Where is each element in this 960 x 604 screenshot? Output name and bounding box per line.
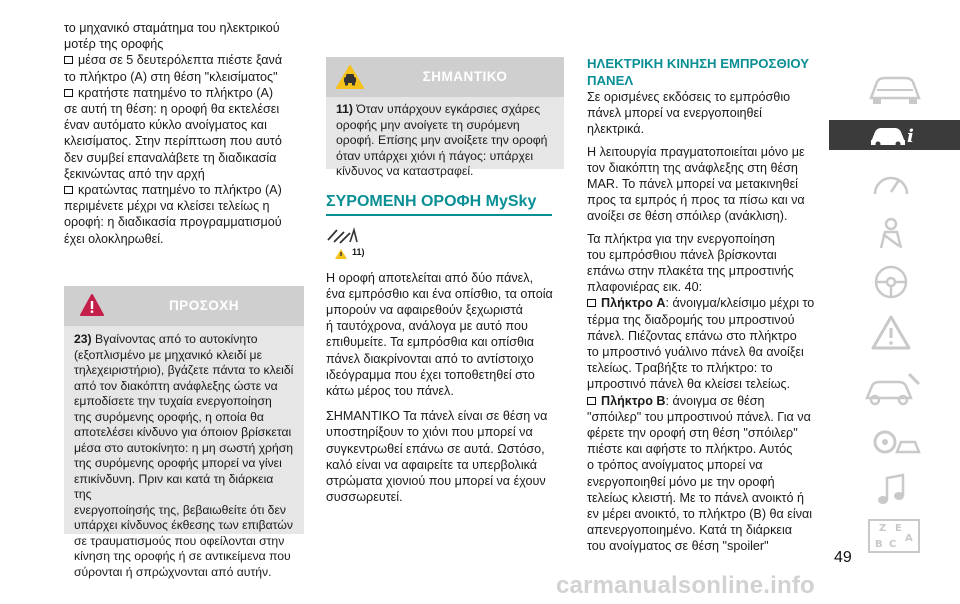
important-title: ΣΗΜΑΝΤΙΚΟ: [422, 69, 508, 84]
tab-maintenance[interactable]: [829, 366, 960, 412]
svg-text:E: E: [895, 523, 902, 534]
tab-knowing-your-car[interactable]: [829, 120, 960, 150]
mysky-para1: Η οροφή αποτελείται από δύο πάνελ,: [326, 270, 534, 285]
right-column: ΗΛΕΚΤΡΙΚΗ ΚΙΝΗΣΗ ΕΜΠΡΟΣΘΙΟΥ ΠΑΝΕΛ Σε ορισμένες εκδόσεις το εμπρόσθιο πάνελ μπορεί να ενεργοποιηθεί ηλεκτρικά. Η λειτουργία πραγματοποιείται μόνο με τον διακόπτη της ανάφλεξης στη θέση MAR. Το πάνελ μπορεί να μετακινηθεί προς τα εμπρός ή προς τα πίσω και να ανοίξει σε θέση σπόιλερ (ανάκλιση). Τα πλήκτρα για την ενεργοποίηση του εμπρόσθιου πάνελ βρίσκονται επάνω στην πλακέτα της μπροστινής πλαφονιέρας εικ. 40: Πλήκτρο A: άνοιγμα/κλείσιμο μέχρι το τέρμα της διαδρομής του μπροστινού πάνελ. Πιέζοντας επάνω στο πλήκτρο το μπροστινό γυάλινο πάνελ θα ανοίξει τελείως. Τραβήξτε το πλήκτρο: το μπροστινό πάνελ θα κλείσει τελείως. Πλήκτρο B: άνοιγμα σε θέση "σπόιλερ" του μπροστινού πάνελ. Για να φέρετε την οροφή στη θέση "σπόιλερ" πιέστε και αφήστε το πλήκτρο. Αυτός ο τρόπος ανοίγματος μπορεί να ενεργοποιηθεί μόνο με την οροφή τελείως κλειστή. Με το πάνελ ανοικτό ή εν μέρει ανοικτό, το πλήκτρο (B) θα είναι απενεργοποιημένο. Κατά τη διάρκεια του ανοίγματος σε θέση "spoiler": [587, 56, 823, 555]
step-2-line: ξεκινώντας από την αρχή: [64, 166, 205, 181]
alphabet-index-icon: [865, 516, 923, 554]
front-panel-title-2: ΠΑΝΕΛ: [587, 72, 634, 88]
bullet-box-icon: [64, 56, 73, 64]
key-a-line: Πλήκτρο A: άνοιγμα/κλείσιμο μέχρι το: [587, 295, 823, 311]
svg-text:i: i: [907, 126, 914, 147]
step-2-line: δεν συμβεί επαναλάβετε τη διαδικασία: [64, 150, 277, 165]
caution-number: 23): [74, 332, 92, 346]
important-header: [326, 57, 564, 97]
tab-vehicle-overview[interactable]: [829, 58, 960, 118]
tab-instrument-panel[interactable]: [829, 164, 960, 204]
car-dashboard-icon: [865, 68, 925, 108]
triangle-warning-icon: [869, 314, 913, 352]
caution-header: [64, 286, 304, 326]
step-1-line: μέσα σε 5 δευτερόλεπτα πιέστε ξανά: [64, 52, 310, 68]
svg-text:A: A: [905, 533, 913, 544]
car-warning-icon: [336, 65, 364, 89]
svg-text:C: C: [889, 539, 897, 550]
step-2-line: έναν αυτόματο κύκλο ανοίγματος και: [64, 118, 267, 133]
section-rule: [326, 214, 552, 216]
step-2-line: κλεισίματος. Στην περίπτωση που αυτό: [64, 134, 282, 149]
gauge-icon: [869, 166, 913, 200]
important-text: 11) Όταν υπάρχουν εγκάρσιες σχάρες οροφής μην ανοίγετε τη συρόμενη οροφή. Επίσης μην ανοίξετε την οροφή όταν υπάρχει χιόνι ή πάγος: υπάρχει κίνδυνος να καταστραφεί.: [336, 102, 548, 178]
svg-text:B: B: [875, 539, 883, 550]
tab-multimedia[interactable]: [829, 470, 960, 510]
front-panel-title: ΗΛΕΚΤΡΙΚΗ ΚΙΝΗΣΗ ΕΜΠΡΟΣΘΙΟΥ: [587, 56, 810, 71]
tab-starting-driving[interactable]: [829, 262, 960, 302]
mysky-symbols: [326, 220, 566, 256]
seatbelt-icon: [869, 216, 913, 250]
bullet-box-icon: [587, 397, 596, 405]
mysky-para2: ΣΗΜΑΝΤΙΚΟ Τα πάνελ είναι σε θέση να: [326, 409, 548, 424]
small-warning-icon: [334, 248, 348, 260]
page-number: 49: [834, 549, 852, 566]
music-note-icon: [869, 472, 913, 508]
gear-car-icon: [863, 422, 923, 462]
middle-column: ΣΥΡΟΜΕΝΗ ΟΡΟΦΗ MySky 11) Η οροφή αποτελείται από δύο πάνελ, ένα εμπρόσθιο και ένα οπίσθιο, τα οποία μπορούν να αφαιρεθούν ξεχωριστά ή ταυτόχρονα, ανάλογα με αυτό που επιθυμείτε. Τα εμπρόσθια και οπίσθια πάνελ διακρίνονται από το αντίστοιχο ιδεόγραμμα που έχει τοποθετηθεί στο κάτω μέρος του πάνελ. ΣΗΜΑΝΤΙΚΟ Τα πάνελ είναι σε θέση να υποστηρίξουν το χιόνι που μπορεί να συγκεντρωθεί επάνω σε αυτά. Ωστόσο, καλό είναι να αφαιρείτε τα υπερβολικά στρώματα χιονιού που μπορεί να έχουν συσσωρευτεί.: [326, 192, 566, 505]
watermark: carmanualsonline.info: [556, 572, 815, 599]
tab-technical-data[interactable]: [829, 420, 960, 464]
step-2-line: κρατήστε πατημένο το πλήκτρο (A): [64, 85, 310, 101]
important-number: 11): [336, 102, 353, 116]
step-3-line: περιμένετε μέχρι να κλείσει τελείως η: [64, 199, 270, 214]
step-1-line: το πλήκτρο (A) στη θέση "κλεισίματος": [64, 69, 278, 84]
step-3-line: οροφή: η διαδικασία προγραμματισμού: [64, 215, 282, 230]
svg-text:Z: Z: [879, 523, 887, 534]
steering-wheel-icon: [869, 264, 913, 300]
intro-line-1: το μηχανικό σταμάτημα του ηλεκτρικού: [64, 21, 280, 35]
step-2-line: σε αυτή τη θέση: η οροφή θα εκτελέσει: [64, 102, 280, 117]
car-wrench-icon: [863, 368, 923, 408]
bullet-box-icon: [587, 299, 596, 307]
bullet-box-icon: [64, 89, 73, 97]
intro-line-2: μοτέρ της οροφής: [64, 37, 164, 52]
caution-text: 23) Βγαίνοντας από το αυτοκίνητο (εξοπλισμένο με μηχανικό κλειδί με τηλεχειριστήριο), βγάζετε πάντα το κλειδί από τον διακόπτη ανάφλεξης ώστε να εμποδίσετε την τυχαία ενεργοποίηση της συρόμενης οροφής, η οποία θα αποτελέσει κίνδυνο για όποιον βρίσκεται μέσα στο αυτοκίνητο: η μη σωστή χρήση της συρόμενης οροφής μπορεί να γίνει επικίνδυνη. Πριν και κατά τη διάρκεια της ενεργοποίησής της, βεβαιωθείτε ότι δεν υπάρχει κίνδυνος έκθεσης των επιβατών σε τραυματισμούς που οφείλονται στην κίνηση της οροφής ή σε αντικείμενα που σύρονται ή σπρώχνονται από αυτήν.: [74, 332, 294, 579]
left-column: [64, 20, 310, 247]
caution-title: ΠΡΟΣΟΧΗ: [168, 298, 240, 313]
step-3-line: έχει ολοκληρωθεί.: [64, 231, 164, 246]
roof-panel-icon: [326, 226, 360, 246]
step-3-line: κρατώντας πατημένο το πλήκτρο (A): [64, 182, 310, 198]
key-b-line: Πλήκτρο B: άνοιγμα σε θέση: [587, 393, 823, 409]
ref-number: 11): [352, 246, 365, 257]
mysky-section-title: ΣΥΡΟΜΕΝΗ ΟΡΟΦΗ MySky: [326, 193, 537, 210]
car-info-icon: [867, 122, 915, 148]
important-box: [326, 57, 564, 178]
warning-icon: [80, 294, 104, 316]
caution-box: [64, 286, 304, 579]
tab-emergency[interactable]: [829, 312, 960, 356]
bullet-box-icon: [64, 186, 73, 194]
tab-safety[interactable]: [829, 214, 960, 254]
